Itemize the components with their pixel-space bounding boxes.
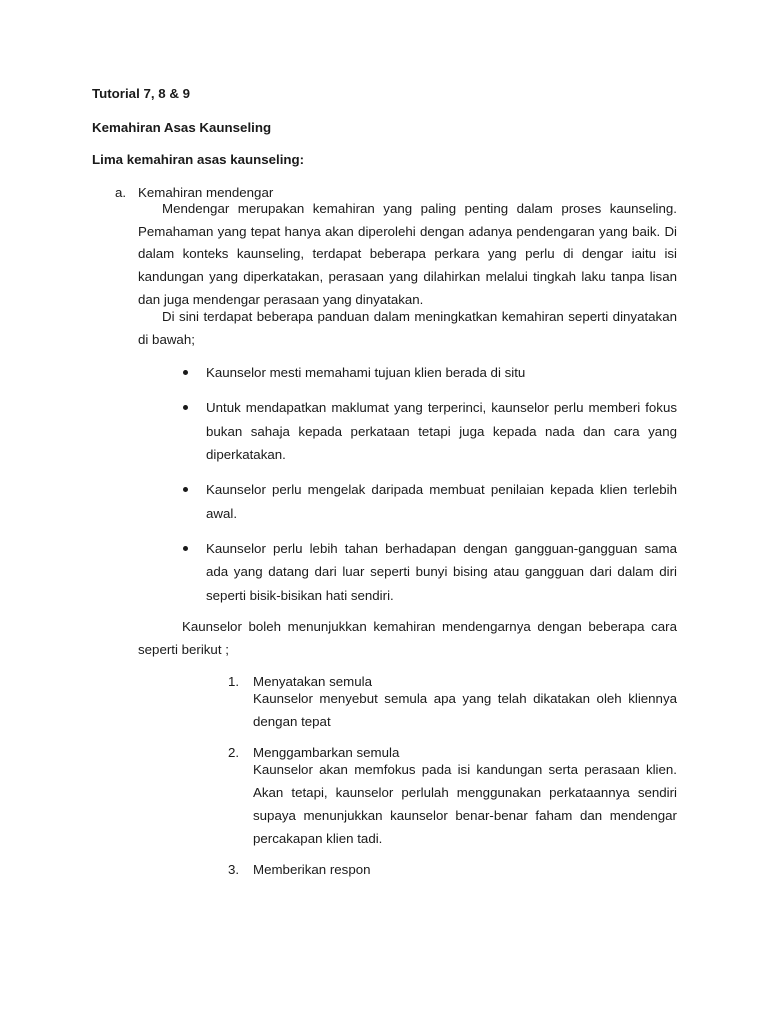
item-title: Menyatakan semula — [253, 674, 372, 689]
paragraph-guidelines-intro: Di sini terdapat beberapa panduan dalam meningkatkan kemahiran seperti dinyatakan di bawah; — [138, 309, 677, 347]
item-number: 3. — [228, 862, 240, 878]
bullet-text: Untuk mendapatkan maklumat yang terperinci, kaunselor perlu memberi fokus bukan sahaja kepada perkataan tetapi juga kepada nada dan cara yang diperkatakan. — [206, 400, 677, 462]
bullet-item — [180, 396, 677, 467]
item-number: 2. — [228, 745, 240, 761]
bullet-icon — [183, 370, 188, 375]
item-number: 1. — [228, 674, 240, 689]
tutorial-heading: Tutorial 7, 8 & 9 — [92, 86, 191, 101]
item-title: Memberikan respon — [253, 862, 371, 878]
numbered-item — [228, 674, 677, 733]
item-title: Menggambarkan semula — [253, 745, 400, 761]
bullet-item — [180, 478, 677, 525]
numbered-item — [228, 862, 677, 878]
bullet-icon — [183, 546, 188, 551]
bullet-text: Kaunselor perlu mengelak daripada membuat penilaian kepada klien terlebih awal. — [206, 482, 677, 521]
section-letter: a. — [115, 185, 127, 200]
bullet-text: Kaunselor mesti memahami tujuan klien berada di situ — [206, 365, 526, 380]
paragraph-ways-intro: Kaunselor boleh menunjukkan kemahiran mendengarnya dengan beberapa cara seperti berikut ; — [138, 619, 677, 657]
numbered-item — [228, 745, 677, 850]
subtopic-heading: Lima kemahiran asas kaunseling: — [92, 152, 305, 167]
numbered-list — [228, 674, 677, 890]
section-title: Kemahiran mendengar — [138, 185, 274, 200]
bullet-icon — [183, 487, 188, 492]
guideline-bullet-list — [180, 361, 677, 619]
bullet-item — [180, 361, 677, 385]
bullet-text: Kaunselor perlu lebih tahan berhadapan dengan gangguan-gangguan sama ada yang datang dari luar seperti bunyi bising atau gangguan dari dalam diri seperti bisik-bisikan hati sendiri. — [206, 540, 677, 603]
topic-heading: Kemahiran Asas Kaunseling — [92, 120, 272, 135]
paragraph-listening-intro: Mendengar merupakan kemahiran yang paling penting dalam proses kaunseling. Pemahaman yang tepat hanya akan diperolehi dengan adanya pendengaran yang baik. Di dalam konteks kaunseling, terdapat beberapa perkara yang perlu di dengar iaitu isi kandungan yang diperkatakan, perasaan yang dilahirkan melalui tingkah laku tanpa lisan dan juga mendengar perasaan yang dinyatakan. — [138, 201, 677, 307]
bullet-icon — [183, 405, 188, 410]
bullet-item — [180, 537, 677, 608]
item-body: Kaunselor akan memfokus pada isi kandungan serta perasaan klien. Akan tetapi, kaunselor perlulah menggunakan perkataannya sendiri supaya menunjukkan kaunselor benar-benar faham dan mendengar percakapan klien tadi. — [253, 762, 677, 846]
item-body: Kaunselor menyebut semula apa yang telah dikatakan oleh kliennya dengan tepat — [253, 691, 677, 729]
